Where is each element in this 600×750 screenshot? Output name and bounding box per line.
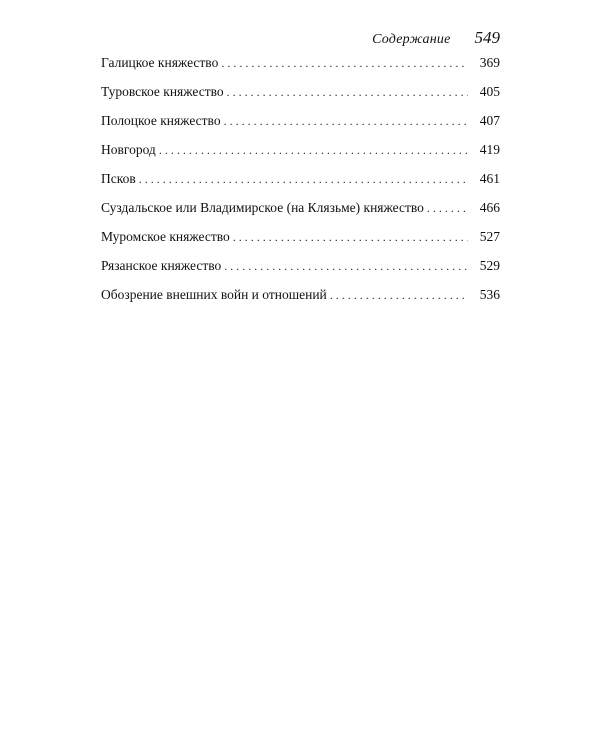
toc-entry-title: Туровское княжество: [101, 84, 224, 99]
toc-entry-page: 529: [479, 258, 500, 273]
toc-entry-page: 461: [479, 171, 500, 186]
toc-dot-leader: [159, 143, 468, 158]
table-of-contents: [101, 55, 500, 316]
toc-dot-leader: [330, 288, 468, 303]
toc-dot-leader: [224, 114, 468, 129]
toc-entry-title: Полоцкое княжество: [101, 113, 221, 128]
toc-dot-leader: [139, 172, 468, 187]
toc-entry-title: Псков: [101, 171, 136, 186]
toc-entry-page: 527: [479, 229, 500, 244]
toc-entry-page: 466: [479, 200, 500, 215]
toc-entry-page: 369: [479, 55, 500, 70]
toc-entry-title: Новгород: [101, 142, 156, 157]
toc-dot-leader: [221, 56, 468, 71]
toc-dot-leader: [227, 85, 468, 100]
toc-entry-page: 407: [479, 113, 500, 128]
toc-entry-page: 405: [479, 84, 500, 99]
toc-dot-leader: [233, 230, 468, 245]
toc-entry-pskov: [101, 171, 500, 200]
toc-entry-title: Суздальское или Владимирское (на Клязьме) княжество: [101, 200, 424, 215]
running-title: Содержание: [372, 32, 451, 47]
toc-dot-leader: [427, 201, 468, 216]
toc-entry-galician: [101, 55, 500, 84]
toc-entry-turov: [101, 84, 500, 113]
toc-entry-title: Обозрение внешних войн и отношений: [101, 287, 327, 302]
toc-dot-leader: [224, 259, 468, 274]
toc-entry-title: Галицкое княжество: [101, 55, 219, 70]
toc-entry-page: 419: [479, 142, 500, 157]
page-number: 549: [474, 28, 500, 47]
toc-entry-suzdal: [101, 200, 500, 229]
toc-entry-foreign-wars: [101, 287, 500, 316]
toc-entry-page: 536: [479, 287, 500, 302]
toc-entry-ryazan: [101, 258, 500, 287]
running-head: [372, 28, 500, 48]
toc-entry-novgorod: [101, 142, 500, 171]
toc-entry-murom: [101, 229, 500, 258]
toc-entry-title: Муромское княжество: [101, 229, 230, 244]
toc-entry-polotsk: [101, 113, 500, 142]
toc-entry-title: Рязанское княжество: [101, 258, 222, 273]
